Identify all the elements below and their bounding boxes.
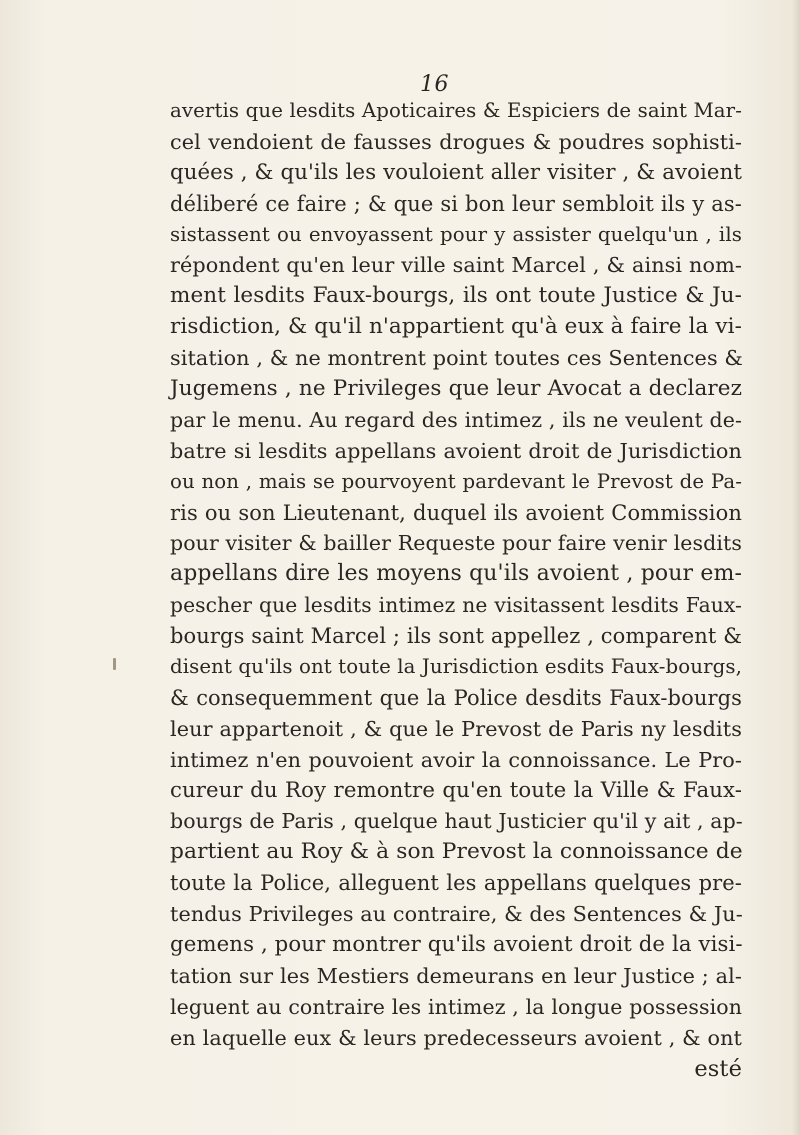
text-line: esté xyxy=(694,1055,742,1082)
text-line: gemens , pour montrer qu'ils avoient droit de la visi- xyxy=(170,932,743,958)
text-line: pescher que lesdits intimez ne visitassent lesdits Faux- xyxy=(170,593,742,618)
text-line: leguent au contraire les intimez , la longue possession xyxy=(170,994,742,1019)
text-line: toute la Police, alleguent les appellans quelques pre- xyxy=(170,871,742,896)
text-line: leur appartenoit , & que le Prevost de Paris ny lesdits xyxy=(170,716,742,741)
text-line: ris ou son Lieutenant, duquel ils avoient Commission xyxy=(170,500,742,525)
text-line: cel vendoient de fausses drogues & poudres sophisti- xyxy=(170,129,742,154)
margin-mark xyxy=(113,658,116,670)
text-line: sitation , & ne montrent point toutes ces Sentences & xyxy=(170,346,743,371)
text-line: ment lesdits Faux-bourgs, ils ont toute Justice & Ju- xyxy=(170,283,742,309)
text-line: répondent qu'en leur ville saint Marcel , & ainsi nom- xyxy=(170,253,742,278)
text-line: cureur du Roy remontre qu'en toute la Ville & Faux- xyxy=(170,777,742,803)
body-text xyxy=(170,96,742,1085)
text-line: avertis que lesdits Apoticaires & Espiciers de saint Mar- xyxy=(170,99,742,122)
text-line: ou non , mais se pourvoyent pardevant le Prevost de Pa- xyxy=(170,469,742,493)
page-number: 16 xyxy=(420,72,449,97)
text-line: & consequemment que la Police desdits Faux-bourgs xyxy=(170,685,742,710)
page-edge-shadow xyxy=(792,0,800,1135)
text-line: disent qu'ils ont toute la Jurisdiction esdits Faux-bourgs, xyxy=(170,655,742,679)
text-line: Jugemens , ne Privileges que leur Avocat a declarez xyxy=(170,376,742,402)
text-line: déliberé ce faire ; & que si bon leur sembloit ils y as- xyxy=(170,191,742,216)
text-line: sistassent ou envoyassent pour y assister quelqu'un , ils xyxy=(170,222,742,246)
text-line: partient au Roy & à son Prevost la connoissance de xyxy=(170,839,743,865)
text-line: risdiction, & qu'il n'appartient qu'à eux à faire la vi- xyxy=(170,314,742,340)
text-line: tendus Privileges au contraire, & des Sentences & Ju- xyxy=(170,902,743,927)
text-line: intimez n'en pouvoient avoir la connoissance. Le Pro- xyxy=(170,747,742,772)
text-line: batre si lesdits appellans avoient droit de Jurisdiction xyxy=(170,438,742,463)
text-line: appellans dire les moyens qu'ils avoient , pour em- xyxy=(170,561,742,587)
text-line: bourgs de Paris , quelque haut Justicier qu'il y ait , ap- xyxy=(170,809,743,834)
text-line: bourgs saint Marcel ; ils sont appellez , comparent & xyxy=(170,624,742,649)
text-line: en laquelle eux & leurs predecesseurs avoient , & ont xyxy=(170,1025,742,1050)
text-line: quées , & qu'ils les vouloient aller visiter , & avoient xyxy=(170,159,742,185)
text-line: tation sur les Mestiers demeurans en leur Justice ; al- xyxy=(170,963,742,988)
text-line: pour visiter & bailler Requeste pour faire venir lesdits xyxy=(170,531,742,556)
text-line: par le menu. Au regard des intimez , ils ne veulent de- xyxy=(170,407,742,432)
